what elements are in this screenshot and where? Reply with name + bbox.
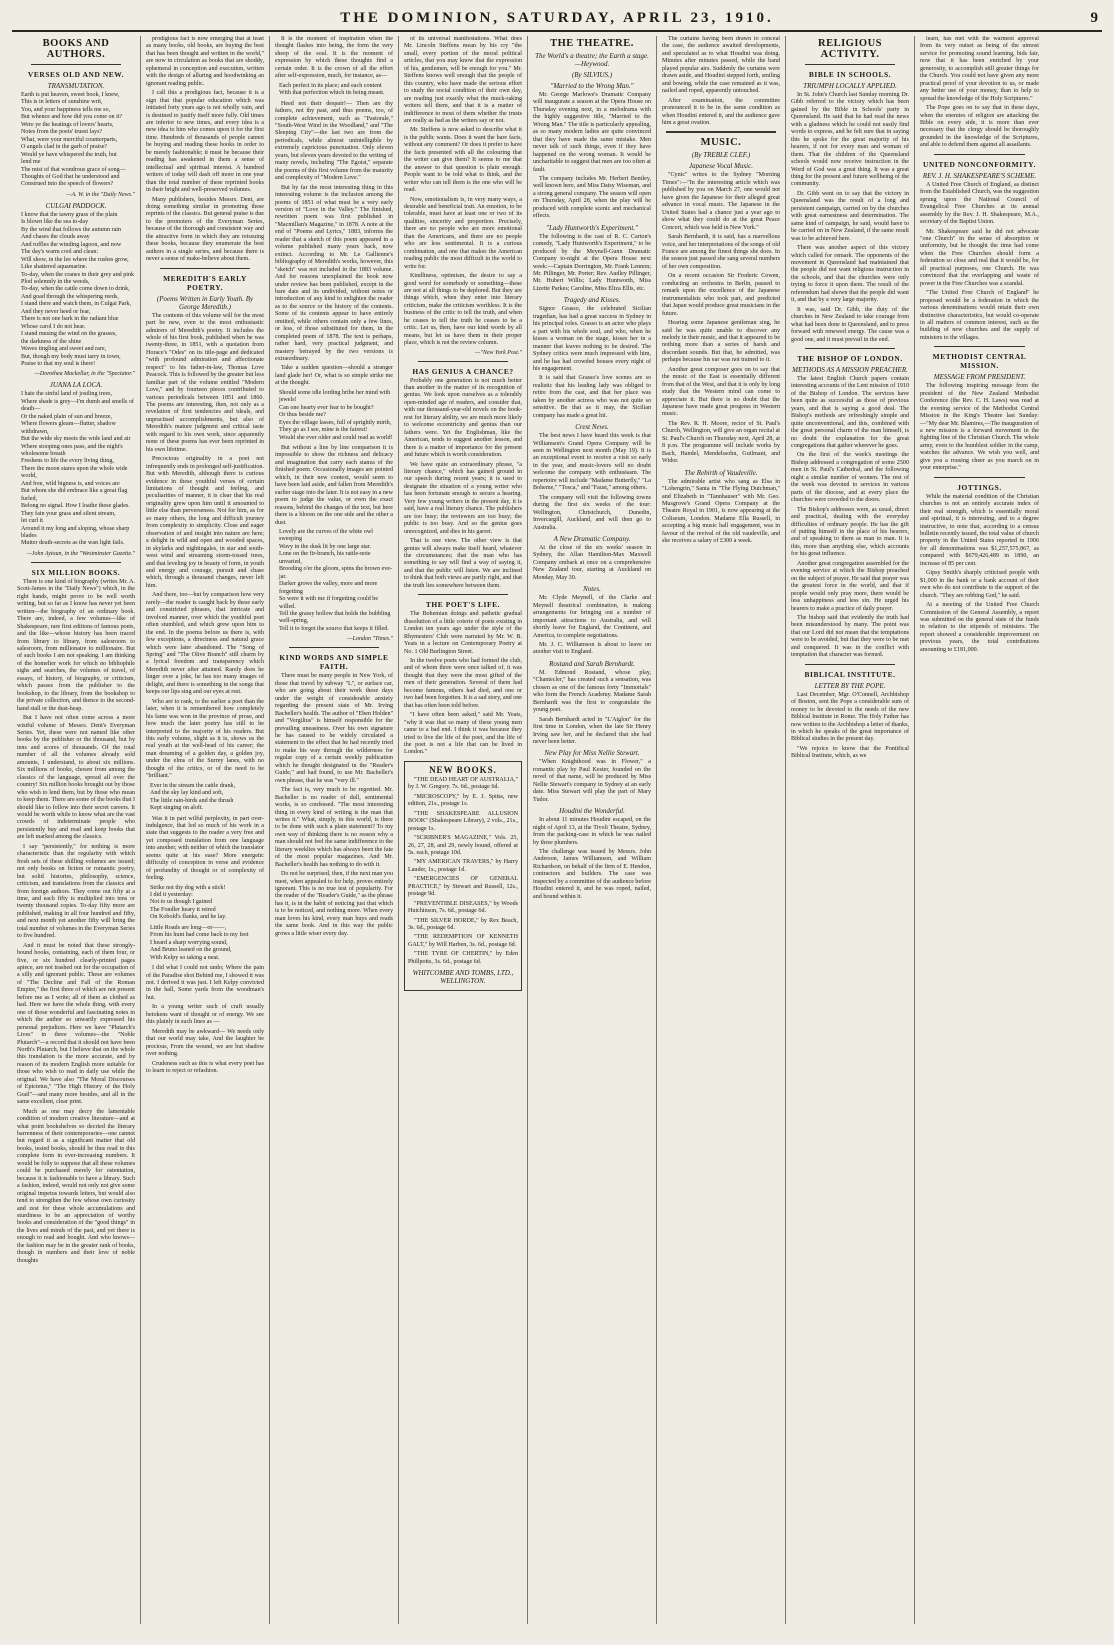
heading-nellie-stewart: New Play for Miss Nellie Stewart. bbox=[544, 749, 640, 758]
divider bbox=[31, 64, 121, 65]
article-credit: —"New York Post." bbox=[475, 349, 522, 356]
heading-notes: Notes. bbox=[583, 585, 601, 594]
article-paragraph: The bishop said that evidently the truth had been misunderstood by many. The point was that our Lord did not mean that the temptations were to be avoided, but that they were to be met and conquered. It was in the conflict with temptation that character was formed. bbox=[791, 615, 909, 659]
column-4 bbox=[399, 36, 528, 1624]
article-paragraph: It is the moment of inspiration when the thought flashes into being, the form the very sheep of the soul. It is the moment of expression by which these thoughts find a certain order. It is the crown of all the effort after self-expression, much, for instance, as— bbox=[275, 36, 393, 80]
heading-bernhardt: Rostand and Sarah Bernhardt. bbox=[549, 659, 635, 668]
article-paragraph: Hearing some Japanese gentleman sing, he said he was quite unable to discover any melody in their music, and that it appeared to be nothing more than a series of harsh and discordant sounds. But that, he admitted, was perhaps because his ear was not trained to it. bbox=[662, 320, 780, 364]
article-paragraph: Probably one generation is not much better than another in the matter of its recognition of genius. We look upon ourselves as a tolerably open-minded age of readers, and consider that, with our thousand-year-old novels on the book-rest for literary ability, we are much more likely to welcome eccentricity and genius than our fathers were. Yet the Englishman, like the American, tends to suggest another lesson, and there is a matter of importance for the present and future which is worth consideration. bbox=[404, 377, 522, 459]
columns bbox=[12, 36, 1102, 1624]
article-paragraph: But without a line by line comparison it is impossible to show the richness and delicacy and imagination that carry each stanza of the finished poem. Occasionally images are pointed which, in their new context, would seem to have been laid aside, and fallen from Meredith's earlier stage into the later. It is not easy in a new poem to judge the value, or even the exact reasons, behind the changes of the text, but here there is a bloom on the one side and the other a dust. bbox=[275, 445, 393, 526]
divider bbox=[31, 562, 121, 563]
divider bbox=[934, 477, 1025, 478]
ad-title: NEW BOOKS. bbox=[429, 764, 497, 775]
heading-jottings: JOTTINGS. bbox=[957, 482, 1002, 492]
article-paragraph: In a young writer such of craft usually betokens want of thought or of energy. We see this plainly in such lines as — bbox=[146, 1004, 264, 1026]
quoted-verse: Lovely are the curves of the white owl sweeping Wavy in the dusk lit by one large star. Lone on the fir-branch, his rattle-note unvaried, Brooding o'er the gloom, spins the brown eve-jar. Darker grows the valley, more and more forgetting So were it with me if forgetting could be willed. Tell the grassy hollow that holds the bubbling well-spring, Tell it to forget the source that keeps it filled. bbox=[279, 529, 393, 632]
heading-verses: VERSES OLD AND NEW. bbox=[27, 70, 125, 79]
article-paragraph: In the twelve poets who had formed the club, and of whom three were once talked of, it was thought that they were the most gifted of the men of their generation. Several of them had become famous, others had died, and one or two had been forgotten. It is a sad story, and one that has often been told before. bbox=[404, 657, 522, 709]
poem-culgai: I know that the tawny grass of the plain Is blown like the sea to-day By the wind that follows the autumn rain And chases the clouds away And ruffles the winding lagoon, and now The day's warm cool and clean: Will show, in the lee where the rushes grow, Like shattered aquamarine. To-day, when the cranes in their grey and pink Plod solemnly in the weeds, To-day, when the cattle come down to drink, And goad through the whispering reeds, I stand there and watch them, in Culgai Park, And they never heed or fear, There is not one bark in the radiant blue Whose carol I do not hear. I stand musing the wind on the grasses, the darkness of the shine Waves tingling and sweet and rare, But, though my body must tarry in town, Praise to that my soul is there! bbox=[21, 211, 135, 367]
article-paragraph: That is one view. The other view is that genius will always make itself heard, whatever the circumstances; that the man who has something to say will find a way of saying it, and that the public will listen. We are inclined to think that both views are partly right, and that the truth lies somewhere between them. bbox=[404, 538, 522, 589]
article-paragraph: In St. John's Church last Sunday morning Dr. Gibb referred to the victory which has been gained by the Bible in Schools' party in Queensland. He said that he had read the news with a gladness which he could not easily find words to express, and he felt sure that in saying this he spoke for the great majority of his hearers, if not for every man and woman of them. That the children of the Queensland schools would now receive instruction in the Word of God was a great thing. It was a great thing for the present and future wellbeing of the community. bbox=[791, 92, 909, 188]
article-paragraph: Mr. Shakespeare said he did not advocate "one Church" in the sense of absorption or uniformity, but he thought the time had come when the Free Churches should form a federation so close and real that it would be, for all practical purposes, one Church. He was convinced that the overlapping and waste of power in the Free Churches was a scandal. bbox=[920, 228, 1039, 287]
article-paragraph: "We rejoice to know that the Pontifical Biblical Institute, which, as we bbox=[791, 745, 909, 760]
section-title-religious: RELIGIOUS ACTIVITY. bbox=[817, 38, 883, 60]
subheading-shakespeare-scheme: REV. J. H. SHAKESPEARE'S SCHEME. bbox=[922, 171, 1037, 180]
article-paragraph: The latest English Church papers contain interesting accounts of the Lent mission of 1910 of the Bishop of London. The services have been quite as successful as those of previous years, and that is saying a good deal. The Bishop's methods are refreshingly simple and quite unconventional, and this, combined with the great personal charm of the man himself, is no doubt the explanation for the great congregations that gather wherever he goes. bbox=[791, 375, 909, 450]
column-1 bbox=[12, 36, 141, 1624]
article-paragraph: Mr. Steffens is now asked to describe what it is the public wants. Does it want the bare facts, without any comment? Or does it prefer to have the facts presented with all the colouring that the writer can give them? It seems to me that the answer to that question is plain enough. People want to be told what to think, and the writer who can tell them is the one who will be read. bbox=[404, 127, 522, 194]
column-3 bbox=[270, 36, 399, 1624]
section-title-music: MUSIC. bbox=[700, 137, 742, 149]
article-paragraph: "The United Free Church of England" he proposed would be a federation in which the various denominations would retain their own distinctive characteristics, but would co-operate in all matters of common interest, such as the building of new churches and the supply of ministers to the villages. bbox=[920, 290, 1039, 341]
heading-meredith: MEREDITH'S EARLY POETRY. bbox=[163, 273, 247, 292]
divider bbox=[418, 361, 508, 362]
masthead bbox=[12, 6, 1102, 32]
article-paragraph: Much as one may decry the lamentable condition of modern creative literature—and at what point bookshelves so decried the literary barrenness of their contemporaries—one cannot but regard it as a significant matter that old books, tested books, should be thus read in this complete form in ever-increasing numbers. It would be folly to suppose that all these volumes could be purchased merely for ostentation, because it is fashionable to have a library. Such a fashion, indeed, would not only not give some original impetus towards letters, but would also tend to strengthen the few whose own curiosity and zest for these whole accumulations and sturdiness to be an appreciation of worthy books and consideration of the "good things" in the lives and minds of the past, and yet there is enough to read and bought. And who knows—the fashion may be in the greater rank of books, though in numbers and their love of noble thoughts bbox=[17, 1108, 135, 1264]
ad-line: "SCRIBNER'S MAGAZINE," Vols. 25, 26, 27, 28, and 29, newly bound, offered at 5s. each, postage 10d. bbox=[408, 835, 518, 856]
advertisement-new-books bbox=[404, 761, 522, 991]
page-number: 9 bbox=[1090, 9, 1098, 26]
heading-huntworth: "Lady Huntworth's Experiment." bbox=[546, 223, 638, 232]
article-paragraph: Heed not their despair!— Then are thy fathers, not thy past, and thus poems, too, of complete achievement, such as "Pastorale," "South-West Wind in the Woodland," and "The Sleeping City"—the last two are from the periodicals, while almost unintelligible by extremely capricious punctuation. Only eleven years, but eleven years devoted to the writing of many novels, including "The Egoist," separate the poems of this first volume from the maturity and complexity of "Modern Love." bbox=[275, 100, 393, 182]
article-paragraph: The contents of this volume will for the most part be new, even to the most enthusiastic admirers of Meredith's poetry. It includes the whole of his first book, published when he was twenty-three, in 1851, with a quotation from Horace's "Odes" on its title-page and dedicated "with profound admiration and affectionate respect" to his father-in-law, Thomas Love Peacock. This is followed by the greater but less familiar part of the volume entitled "Modern Love," and by fourteen pieces contributed to various periodicals between 1851 and 1860. The poems are interesting, then, not only as a revelation of first tendencies and ideals, and unpractised accomplishments, but also of Meredith's mature judgment and critical taste with regard to his own work, since apparently none of these poems has ever been reprinted in his own lifetime. bbox=[146, 312, 264, 453]
article-paragraph: Kindliness, optimism, the desire to say a good word for somebody or something—these are not at all things to be deplored. But they are things which, when they enter into literary criticism, make the criticism worthless. It is the business of the critic to tell the truth, and when he ceases to tell the truth he ceases to be a critic. Let us, then, have our kind words by all means, but let us have them in their proper place, which is not the review column. bbox=[404, 273, 522, 347]
article-paragraph: At the close of the six weeks' season in Sydney, the Allan Hamilton-Max Maxwell Company embark at once on a comprehensive New Zealand tour, starting at Auckland on Monday, May 30. bbox=[533, 545, 651, 581]
article-paragraph: The following inspiring message from the president of the New Zealand Methodist Conference (the Rev. C. H. Laws) was read at the evening service of the Methodist Central Mission in the King's Theatre last Sunday:—"My dear Mr. Blamires,—The inauguration of a new mission is a forward movement in the fighting line of the Christian Church. The whole army, even to the humblest soldier in the camp, watches the advance. We wish you well, and give you a rousing cheer as you march on in your enterprise." bbox=[920, 383, 1039, 472]
heading-crest-news: Crest News. bbox=[575, 423, 609, 432]
divider bbox=[934, 346, 1025, 347]
quoted-verse: Ever in the stream the cattle drank, And the sky lay kind and soft, The little rain-birds and the thrush Kept singing on aloft. bbox=[150, 782, 236, 812]
ad-line: "EMERGENCIES OF GENERAL PRACTICE," by Stewart and Russell, 12s., postage 9d. bbox=[408, 876, 518, 898]
article-paragraph: Precocious originality in a poet not infrequently ends in prolonged self-justification. But with Meredith, although there is curious evidence in these youthful verses of certain limitations of thought and feeling, and peculiarities of manner, it is clear that his real originality grew upon him until it amounted to little else than perverseness. Not for him, as for so many others, the long and difficult journey from complexity to simplicity. Close and eager observation of and insight into nature are here; a delight in wild and open and wooded spaces, in skylarks and nightingales, in star and south-west wind and streaming storm-tossed trees, and that leveling joy in beauty of form, in youth and energy and courage, pursuit and chase which, through a thousand changes, never left him. bbox=[146, 456, 264, 589]
article-paragraph: Gipsy Smith's sharply criticised people with $1,000 in the bank or a bank account of their own who do not contribute to the support of the church. "They are robbing God," he said. bbox=[920, 570, 1039, 599]
article-paragraph: On a recent occasion Sir Frederic Cowen, conducting an orchestra in Berlin, paused to remark upon the excellence of the Japanese instrumentalists who took part, and predicted that Japan would produce great musicians in the future. bbox=[662, 273, 780, 317]
heading-bishop-london: THE BISHOP OF LONDON. bbox=[797, 353, 903, 363]
article-paragraph: There is one kind of biography (writes Mr. A. Scott-James in the "Daily News") which, in the right hands, might prove to be well worth writing, but so far as I know has never yet been written—the biography of an ordinary book. There are, indeed, a few volumes—like of Shakespeare, rare first editions of famous poets, and the like—whose history has been traced from library to library, from salesroom to salesroom, from millionaire to millionaire. But of such books I am not speaking. I am thinking of the homelier work for which no bibliophile sighs and searches, the volumes of travel, of essays, of history, of biography, or criticism, which passes from the publisher to the bookshop, to the library, from the bookshop to the private collection, and thence to the second-hand stall or the dust-heap. bbox=[17, 578, 135, 712]
article-paragraph: Sarah Bernhardt acted in "L'Aiglon" for the first time in London, when the late Sir Henry Irving saw her, and he declared that she had never been better. bbox=[533, 716, 651, 745]
article-paragraph: "I have often been asked," said Mr. Yeats, "why it was that so many of these young men came to a bad end. I think it was because they tried to live the life of the poet, and the life of the poet is not a life that can be lived in London." bbox=[404, 712, 522, 756]
poem-credit: —John Aytoun, in the "Westminster Gazette." bbox=[26, 550, 135, 557]
article-paragraph: The admirable artist who sang as Elsa in "Lohengrin," Santa in "The Flying Dutchman," and Elizabeth in "Tannhauser" with Mr. Geo. Musgrove's Grand Opera Company at the Theatre Royal in 1901, is now appearing at the Coliseum, London. Madame Ella Russell, in accepting a big music hall engagement, was in favour of the revival of the old vaudeville, and she receives a salary of £300 a week. bbox=[662, 478, 780, 545]
article-paragraph: The following is the cast of R. C. Carton's comedy, "Lady Huntworth's Experiment," to be produced by the Meynell-Gunn Dramatic Company to-night at the Opera House next week:—Captain Dorrington, Mr. Frank Lennon; Mr. Pillinger, Mr. Porter; Rev. Audley Pillinger, Mr. Hubert Willis; Lady Huntworth, Miss Lizette Parkes; Caroline, Miss Eliza Ellis, etc. bbox=[533, 233, 651, 292]
ad-line: "MY AMERICAN TRAVERS," by Harry Lauder, 1s., postage 1d. bbox=[408, 859, 518, 873]
heading-new-company: A New Dramatic Company. bbox=[553, 535, 631, 544]
heading-genius: HAS GENIUS A CHANCE? bbox=[412, 366, 514, 376]
ad-line: "THE SILVER HORDE," by Rex Beach, 3s. 6d., postage 6d. bbox=[408, 917, 518, 932]
masthead-title: THE DOMINION, SATURDAY, APRIL 23, 1910. bbox=[340, 9, 774, 26]
heading-transmutation: TRANSMUTATION. bbox=[47, 82, 105, 90]
article-paragraph: The Bohemian doings and pathetic gradual dissolution of a little coterie of poets existing in London ten years ago under the style of the Rhymesters' Club were narrated by Mr. W. B. Yeats in a lecture on Contemporary Poetry at No. 1 Old Burlington Street. bbox=[404, 611, 522, 655]
article-paragraph: The fact is, very much to be regretted. Mr. Bacheller is no reader of dull, sentimental works, is so confessed. "The most interesting thing in every kind of writing is the man that writes it." What, simply, in this world, is there to be done with such a plain statement? To my own way of thinking there is no reason why a man should not feel the same indifference to the literary weeklies which has always been the fate of the most popular magazines. And Mr. Bacheller's health has nothing to do with it. bbox=[275, 787, 393, 868]
subheading-bishop: METHODS AS A MISSION PREACHER. bbox=[792, 365, 908, 374]
article-paragraph: And it must be noted that these strongly-bound books, containing, each of them four, or five, or six hundred clearly-printed pages apiece, are not trashed out for the occupation of a silly and ignorant public. These are volumes of "The Decline and Fall of the Roman Empire," the first three of which are not present before me as I write; all of them as clothed as had. Here we have the whole thing, with every one of those wonderful and fascinating notes in which the author so unwarily expressed his personal prejudices. Here we have "Plutarch's Lives" in three volumes—the "Noble Plutarch"—a record that it should not have been North's Plutarch, but I believe that on the whole this translation is the more accurate, and by reason of its modern English more suitable for those who wish to read in daily use while the original. We have also "The Moral Discourses of Epictetus," "The High History of the Holy Grail"—and many more besides, and all in the same excellent, clear print. bbox=[17, 942, 135, 1106]
divider bbox=[934, 154, 1025, 155]
ad-line: "MICROSCOPY," by E. J. Spitta, new edition, 21s., postage 1s. bbox=[408, 793, 518, 808]
heading-kind-words: KIND WORDS AND SIMPLE FAITH. bbox=[279, 653, 389, 672]
divider bbox=[805, 664, 895, 665]
article-paragraph: The curtains having been drawn to conceal the case, the audience awaited developments, and speculated as to what Houdini was doing. Minutes after minutes passed, while the band played popular airs. Suddenly the curtains were drawn aside, and Houdini stepped forth, smiling and bowing, while the case remained as it was, nailed and roped, apparently untouched. bbox=[662, 36, 780, 95]
divider bbox=[418, 594, 508, 595]
article-paragraph: Signor Grasso, the celebrated Sicilian tragedian, has had a great success in Sydney in his principal roles. Grasso is an actor who plays a part with his whole soul, and who, when he kisses a woman on the stage, kisses her in a manner that leaves nothing to be desired. The Sydney critics were much impressed with him, and he has had crowded houses every night of his engagement. bbox=[533, 306, 651, 372]
article-paragraph: The Bishop's addresses were, as usual, direct and practical, dealing with the everyday difficulties of ordinary people. He has the gift of putting himself in the place of his hearers, and of speaking to them as man to man. It is this, more than anything else, which accounts for his great influence. bbox=[791, 506, 909, 558]
article-paragraph: Mr. J. C. Williamson is about to leave on another visit to England. bbox=[533, 642, 651, 656]
article-paragraph: After examination, the committee pronounced it to be in the same condition as when Houdini entered it, and the audience gave him a great ovation. bbox=[662, 97, 780, 126]
heading-married: "Married to the Wrong Man." bbox=[550, 82, 634, 90]
article-paragraph: While the material condition of the Christian churches is not an entirely accurate index of their real strength, which is essentially moral and spiritual, it is interesting, and to a degree instructive, to note that, according to a census bulletin recently issued, the total value of church property in the United States reported in 1906 for all denominations was $1,257,575,867, as compared with $679,426,489 in 1890, an increase of 85 per cent. bbox=[920, 493, 1039, 567]
divider bbox=[160, 268, 250, 269]
article-paragraph: In about 11 minutes Houdini escaped, on the night of April 13, at the Tivoli Theatre, Sydney, from the packing-case in which he was nailed by three plumbers. bbox=[533, 817, 651, 846]
article-paragraph: learn, has met with the warmest approval from its very outset as being of the utmost service for promoting sound learning, bids fair, now that it has been enriched by your generosity, to accomplish still greater things for the Church. You could not have given any more practical proof of your devotion to us, or made any better use of your money, than to help to spread the knowledge of the Holy Scriptures." bbox=[920, 36, 1039, 102]
article-paragraph: Another great congregation assembled for the evening service at which the Bishop preached on the subject of prayer. He said that prayer was the greatest force in the world, and that if people would only pray more, there would be less unhappiness and less sin. He urged his hearers to make a practice of daily prayer. bbox=[791, 560, 909, 612]
article-paragraph: "When Knighthood was in Flower," a romantic play by Paul Kester, founded on the novel of that name, will be produced by Miss Nellie Stewart's company in Sydney at an early date. Miss Stewart will play the part of Mary Tudor. bbox=[533, 759, 651, 803]
subheading-meredith: (Poems Written in Early Youth. By George Meredith.) bbox=[156, 294, 254, 311]
quoted-verse: Little Roads are long—or——, From his hunt had come back to my feet I heard a sharp worrying sound, And Bruno leaned on the ground, With Kelpy so taking a neat. bbox=[150, 924, 249, 961]
column-5 bbox=[528, 36, 657, 1624]
article-paragraph: The Rev. R. H. Moore, rector of St. Paul's Church, Wellington, will give an organ recital at St. Paul's Church on Thursday next, April 28, at 8 p.m. The programme will include works by Bach, Handel, Mendelssohn, Guilmant, and Widor. bbox=[662, 420, 780, 465]
article-paragraph: Sarah Bernhardt, it is said, has a marvellous voice, and her interpretations of the songs of old France are among the finest things she does. In the season just passed she sang several numbers of her own composition. bbox=[662, 234, 780, 270]
article-paragraph: Do not be surprised, then, if the next man you meet, when appealed to for help, proves entirely ignorant. This is no true test of popularity. For the reader of the "Reader's Guide," as the phrase has it, is in the habit of noticing just that which is to be noticed, and nothing more. When every man loves his kind, every man buys and reads the same book. And in this way the public grows a little wiser every day. bbox=[275, 871, 393, 937]
ad-line: "PREVENTIBLE DISEASES," by Woods Hutchinson, 7s. 6d., postage 6d. bbox=[408, 900, 518, 915]
subheading-triumph: TRIUMPH LOCALLY APPLIED. bbox=[803, 82, 897, 90]
divider bbox=[805, 348, 895, 349]
article-paragraph: Take a sudden question—should a stranger land glade her! Or, what is so simple strike me at the thought. bbox=[275, 365, 393, 387]
quoted-verse: Should some idle lording bribe her mind with jewels! Can one hearty ever fear to be bought? Or thus beside me? Eyes the village lasses, full of sprightly mirth, They go as I see, mine is the fairest! Would she ever older and could read as world! bbox=[279, 389, 393, 441]
article-paragraph: prodigious fact is now emerging that at least as many books, old books, are buying the best that has been thought and written in the world," are now in circulation as books that are shoddy, ephemeral in conception and execution, written with the design of alluring and hoodwinking an ignorant reading public. bbox=[146, 36, 264, 87]
heading-japanese-music: Japanese Vocal Music. bbox=[689, 162, 753, 171]
article-paragraph: Meredith may be awkward— We needs only that our world may take, And the laughter be precious, From the wound, we are but shadow over nothing. bbox=[146, 1028, 264, 1058]
article-paragraph: of its universal manifestations. What does Mr. Lincoln Steffens mean by his cry "the small, every portion of the moral political articles, that you may know that the expression of his, gentlemen, will be enough for you." Mr. Steffens knows well enough that the people of this country, who have made the serious effort to study the social condition of their own day, are reading just exactly what the muck-raking writers tell them, and that it is a matter of indifference to most of them whether the trusts are really as bad as the writers say or not. bbox=[404, 36, 522, 124]
heading-vaudeville: The Rebirth of Vaudeville. bbox=[684, 468, 758, 477]
column-2 bbox=[141, 36, 270, 1624]
article-paragraph: Dr. Gibb went on to say that the victory in Queensland was the result of a long and persistent campaign, carried on by the churches with great earnestness and determination. The same kind of campaign, he said, would have to be carried on in New Zealand, if the same result was to be achieved here. bbox=[791, 190, 909, 242]
ad-line: "THE REDEMPTION OF KENNETH GALT," by Will Harben, 3s. 6d., postage 6d. bbox=[408, 934, 518, 948]
heading-bible-schools: BIBLE IN SCHOOLS. bbox=[808, 70, 892, 79]
article-paragraph: Mr. George Marlowe's Dramatic Company will inaugurate a season at the Opera House on Thursday evening next, in a melodrama with the highly suggestive title, "Married to the Wrong Man." The title is particularly appealing, as so many modern ladies are quite convinced that they have made the same mistake. Men never talk of such things, even if they have happened on the wrong woman. It would be uncharitable to suggest that men are too often at fault. bbox=[533, 92, 651, 173]
article-paragraph: We have quite an extraordinary phrase, "a literary chance," which has gained ground in our speech during recent years; it is used to designate the situation of a young writer who has been fortunate enough to secure a hearing. Very few young writers in the present day, it is said, have a real literary chance. The publishers are too busy; the reviewers are too busy; the public is too busy. And so the genius goes unrecognized, and dies in his garret. bbox=[404, 461, 522, 535]
heading-united-nonconformity: UNITED NONCONFORMITY. bbox=[923, 159, 1036, 169]
heading-poets-life: THE POET'S LIFE. bbox=[425, 600, 501, 610]
column-6 bbox=[657, 36, 786, 1624]
article-paragraph: The company includes Mr. Herbert Bentley, well known here, and Miss Daisy Wiseman, and a strong general company. The season will open on Thursday, April 28, when the play will be produced with complete scenic and mechanical effects. bbox=[533, 175, 651, 220]
article-paragraph: A United Free Church of England, as distinct from the Established Church, was the suggestion sprung upon the National Council of Evangelical Free Churches at its annual assembly by the Rev. J. H. Shakespeare, M.A., secretary of the Baptist Union. bbox=[920, 181, 1039, 226]
article-paragraph: But I have not often come across a more wistful volume of Messrs. Dent's Everyman Series. Yet, these were not named like other books by the publisher or the thousand, but by tens and scores of thousands. Of the total number of all the volumes already sold amounts, I understand, to about six millions. Six millions of books, chosen from among the classics of the language, spread all over the country! Six million books brought out by those who wish to lend them, but by those who mean to keep them. There are some of the books that I should like to follow into their secret careers. It would be worth while to know what are the vast crowds of indeterminate people who persistently buy and read and keep books that are left marked among the classics. bbox=[17, 715, 135, 841]
ad-line: "THE TYRE OF CHERTIN," by Eden Phillpotts, 3s. 6d., postage 6d. bbox=[408, 951, 518, 965]
subheading-president-message: MESSAGE FROM PRESIDENT. bbox=[933, 373, 1026, 382]
article-paragraph: There was another aspect of this victory which called for remark. The opponents of the movement in Queensland had maintained that the people did not want religious instruction in the schools, and that the churches were only trying to force it upon them. The result of the referendum had shown that the people did want it, and that by a very large majority. bbox=[791, 245, 909, 304]
article-paragraph: The best news I have heard this week is that Williamson's Grand Opera Company will be seen in Wellington next month (May 19). It is an exceptional event to receive a visit so early in the year, and music-lovers will no doubt welcome the company with enthusiasm. The repertoire will include "Madame Butterfly," "La Boheme," "Tosca," and "Faust," among others. bbox=[533, 433, 651, 492]
ad-line: "THE DEAD HEART OF AUSTRALIA," by J. W. Gregory. 7s. 6d., postage 6d. bbox=[408, 776, 518, 791]
article-paragraph: On the first of the week's meetings the Bishop addressed a congregation of some 2500 men in St. Paul's Cathedral, and the following night a similar number of women. The rest of the week was devoted to services in various parts of the diocese, and at every place the churches were crowded to the doors. bbox=[791, 452, 909, 504]
section-title-theatre: THE THEATRE. bbox=[550, 38, 634, 49]
divider bbox=[289, 647, 379, 648]
article-paragraph: It is said that Grasso's love scenes are so realistic that his leading lady was obliged to retire from the cast, and that her place was taken by another actress who was not quite so sensitive. Be that as it may, the Sicilian company has made a great hit. bbox=[533, 375, 651, 419]
article-paragraph: Another great composer goes on to say that the music of the East is essentially different from that of the West, and that it is only by long study that the Western mind can come to appreciate it. But there is no doubt that the Japanese have made great progress in Western music. bbox=[662, 366, 780, 418]
subheading-pope-letter: LETTER BY THE POPE. bbox=[814, 681, 886, 690]
ad-footer: WHITCOMBE AND TOMBS, LTD., WELLINGTON. bbox=[412, 969, 514, 986]
article-paragraph: Many publishers, besides Messrs. Dent, are doing something similar in promoting these reprints of the classics. But general praise is due to the promoters of the Everyman Series, because of the thorough and consistent way and the attractive form in which they are reissuing these books, because they enumerate the best authors in a single series, and because there is never a sense of make-believe about them. bbox=[146, 196, 264, 263]
article-paragraph: The Pope goes on to say that in these days, when the enemies of religion are attacking the Bible on every side, it is more than ever necessary that the clergy should be thoroughly grounded in the knowledge of the Scriptures, and able to defend them against all assailants. bbox=[920, 105, 1039, 149]
article-paragraph: The challenge was issued by Messrs. John Anderson, James Williamson, and William Richardson, on behalf of the firm of E. Hendon, contractors and builders. The case was inspected by a committee of the audience before Houdini entered it, and he was roped, nailed, and bound within it. bbox=[533, 848, 651, 900]
newspaper-page bbox=[12, 6, 1102, 1628]
article-paragraph: Last December, Mgr. O'Connell, Archbishop of Boston, sent the Pope a considerable sum of money to be devoted to the needs of the new Biblical Institute in Rome. The Holy Father has now written to the Archbishop a letter of thanks, in which he speaks of the great importance of Biblical studies in the present day. bbox=[791, 691, 909, 743]
article-paragraph: Mr. Clyde Meynell, of the Clarke and Meynell theatrical combination, is making arrangements for bringing out a number of important attractions to Australia, and will shortly leave for England, the Continent, and America, to complete negotiations. bbox=[533, 595, 651, 639]
heading-juana: JUANA LA LOCA. bbox=[49, 381, 103, 390]
article-paragraph: "Cynic" writes to the Sydney "Morning Times":—"In the interesting article which was published by you on March 27, one would not have given the Japanese for their alleged great advance in vocal music. The Japanese in the United States had a chance just a year ago to show what they could do at the great Peace Concert, which was held in New York." bbox=[662, 172, 780, 231]
ad-line: "THE SHAKESPEARE ALLUSION BOOK" (Shakespeare Library), 2 vols., 21s., postage 1s. bbox=[408, 810, 518, 832]
article-paragraph: At a meeting of the United Free Church Commission of the General Assembly, a report was submitted on the general state of the funds in relation to the stipends of ministers. The report showed a considerable improvement on previous years, the total contributions amounting to £181,000. bbox=[920, 602, 1039, 653]
article-paragraph: And there, too—but by comparison how very rarely—the reader is caught back by these early and constricted phrases, that intricate and involved manner, over which the youthful poet often stumbled, and which grew upon him to the end. In the poems before us there is, with few exceptions, a directness and natural grace which were later abandoned. The "Song of Spring" and "The Olive Branch" still charm by a lyrical freedom and transparency which Meredith never after attained. Rarely does he linger over a joke, he has too many images of delight, and there is something in the songs that keeps our lips sing and our eyes at rest. bbox=[146, 592, 264, 696]
article-paragraph: I call this a prodigious fact, because it is a sign that that popular education which was initiated forty years ago is not wholly vain, and is destined to justify itself more fully. Old times are inferior to new times, and every idea is a new idea to him who comes upon it for the first time. Hundreds of thousands of people cannot be buying and reading these books in order to be merely fashionable; it must be because their reading has awakened in them a sense of intellectual and spiritual interest. A hundred writers of today will dash off more in one year than the total number of these reprinted books in their bright and well-preserved volumes. bbox=[146, 90, 264, 194]
article-paragraph: I did what I could not undo; Where the pain of the Paradise shot Behind me, I showed it was not. I derived it was just. I left Kelpy convicted in the hall, Some yards from the woodman's hut. bbox=[146, 965, 264, 1001]
heading-biblical-institute: BIBLICAL INSTITUTE. bbox=[804, 669, 896, 679]
divider bbox=[805, 64, 895, 65]
article-paragraph: But by far the most interesting thing in this interesting volume is the inclusion among the poems of 1851 of what must be a very early version of "Love in the Valley." The finished, rewritten poem was first published in "Macmillan's Magazine," in 1878. A note at the end of "Poems and Lyrics," 1883, informs the reader that a sketch of this poem appeared in a volume published many years back, now extinct. According to Mr. Le Gallienne's bibliography of Meredith's works, however, this "sketch" was not included in the 1883 volume. And for reasons unexplained the book now under review has been published, except in the bare date and its undivided, without notes or introduction of any kind to enlighten the reader as to the source or the history of the contents. Some of its contents appear to have entirely omitted, while others contain only a few lines, or less, of those substituted for them, in the completed poem of 1878. The text is perhaps, rather hard, very practical judgment, and mastery betrayed by the two versions is extraordinary. bbox=[275, 184, 393, 363]
quoted-verse: Strike not thy dog with a stick! I did it yesterday: Not to us though I gained The Fondler heary it reired On Kobold's flanks, and he lay. bbox=[150, 884, 227, 921]
section-title-books: BOOKS AND AUTHORS. bbox=[42, 38, 110, 60]
section-motto: The World's a theatre; the Earth a stage.—Heywood. bbox=[535, 52, 649, 68]
heading-methodist-mission: METHODIST CENTRAL MISSION. bbox=[932, 352, 1027, 371]
article-paragraph: Who are to rank, to the earlier a poet than the later, when it is remembered how completely his fame was won in the province of prose, and how much the later poetry has still to be interpreted to the majority of his readers. But this early volume, slight as it is, shows us the real youth at the well-head of his career; the man dreaming of a golden day, a golden joy, under the elms of the Surrey lanes, with no thought of the critics, or of the need to be "brilliant." bbox=[146, 698, 264, 780]
article-paragraph: There must be many people in New York, of those that travel by subway "L", or surface car, who are going about their work these days under the weight of considerable anxiety regarding the present state of Mr. Irving Bacheller's health. The author of "Eben Holden" and "Vergilius" is himself responsible for the prevailing uneasiness. Over his own signature he has caused to be widely circulated a statement to the effect that he had recently tried to make his way through the wilderness for regular copy of a certain weekly publication which he thought designated in the "Reader's Guide," and had found, to use Mr. Bacheller's own phrase, that he was "very ill." bbox=[275, 673, 393, 784]
poem-credit: —Dorothea Mackellar, in the "Spectator." bbox=[34, 371, 135, 378]
poem-transmutation: Earth is put heaven, sweet book, I knew, This is in letters of sunshine writ, You, and your happiness tells me so, But whence and how did you come on it? Were ye the heatings of lovers' hearts, Notes from the poets' truest lays? What, were your merciful counterparts, O angels clad in the garb of praise? Would ye have whispered the truth, but lend me The mist of that wondrous grace of song— Thoughts of God that he understood and Construed into the speech of flowers? bbox=[21, 92, 126, 188]
column-7 bbox=[786, 36, 915, 1624]
heading-houdini: Houdini the Wonderful. bbox=[559, 807, 625, 816]
heading-six-million-books: SIX MILLION BOOKS. bbox=[31, 567, 121, 577]
column-8 bbox=[915, 36, 1044, 1624]
article-paragraph: I say "persistently," for nothing is more characteristic than the regularity with which fresh sets of these shilling volumes are issued; not only books on fiction or romantic poetry, but solid histories, philosophy, science, criticism, and translations from the classics and from foreign authors. They come out fifty at a time, and each fifty is multiplied into tens or twenty thousand copies. To-day fifty more are published, making in all four hundred and fifty, and next month yet another fifty will bring the total number of volumes in the Everyman Series to five hundred. bbox=[17, 843, 135, 940]
heading-tragedy: Tragedy and Kisses. bbox=[563, 296, 621, 305]
article-credit: —London "Times." bbox=[347, 636, 393, 643]
article-paragraph: Now, emotionalism is, in very many ways, a desirable and beneficial trait. An emotion, to be tolerable, must have at least one or two of its qualities, sincerity and proportion. Precisely, there are no people who are more emotional than the Americans, and there are no people who are less sentimental. It is a curious combination, and one that makes the American reading public the most difficult in the world to write for. bbox=[404, 196, 522, 270]
poem-juana: I hate the sinful land of jostling trees, Where shade is grey—I'm dumb and smells of death— Or the naked plain of sun and breeze, Where flowers gleam—flutter, shadow withdrawn, But the wide sky meets the wide land and air Where stooping ones pass, and the night's wholesome breath Freshens to life the every living thing, There the moon stares upon the whole wide world, And free, wild bigness is, and voices are But whom she did embrace like a great flag furled, Belong no signal. How I loathe these glades. They fain your grass and silent stream, let curl it Around it my long and sloping, whose sharp blades Mutter death-secrets as the wan light fails. bbox=[21, 391, 134, 547]
article-paragraph: The company will visit the following towns during the first six weeks of the tour: Wellington, Christchurch, Dunedin, Invercargill, Auckland, and will then go to Australia. bbox=[533, 494, 651, 531]
poem-credit: —A. W. in the "Daily News." bbox=[66, 191, 135, 198]
quoted-verse: Each perfect in its place; and each content With that perfection which its being meant. bbox=[279, 82, 385, 97]
article-paragraph: Was it in part wilful perplexity, in part over-indulgence, that led so much of his work in a state that suggests to the reader a very free and yet composed translation from one language into another, with neither of which the translator seems quite at his ease? More energetic difficulty of conception in verse and evidence of profundity of thought or of complexity of feeling. bbox=[146, 815, 264, 882]
article-paragraph: M. Edmond Rostand, whose play, "Chantecler," has created such a sensation, was chosen as one of the famous forty "Immortals" who form the French Academy. Madame Sarah Bernhardt was the first to congratulate the young poet. bbox=[533, 669, 651, 714]
byline: (By TREBLE CLEF.) bbox=[691, 151, 751, 160]
byline: (By SILVIUS.) bbox=[571, 71, 613, 79]
article-paragraph: It was, said Dr. Gibb, the duty of the churches in New Zealand to take courage from what had been done in Queensland, and to press forward with renewed energy. The cause was a good one, and it must prevail in the end. bbox=[791, 306, 909, 343]
heading-culgai: CULGAI PADDOCK. bbox=[45, 201, 107, 210]
article-paragraph: Crudeness such as this is what every poet has to learn to reject or refashion. bbox=[146, 1060, 264, 1074]
divider bbox=[666, 131, 776, 133]
